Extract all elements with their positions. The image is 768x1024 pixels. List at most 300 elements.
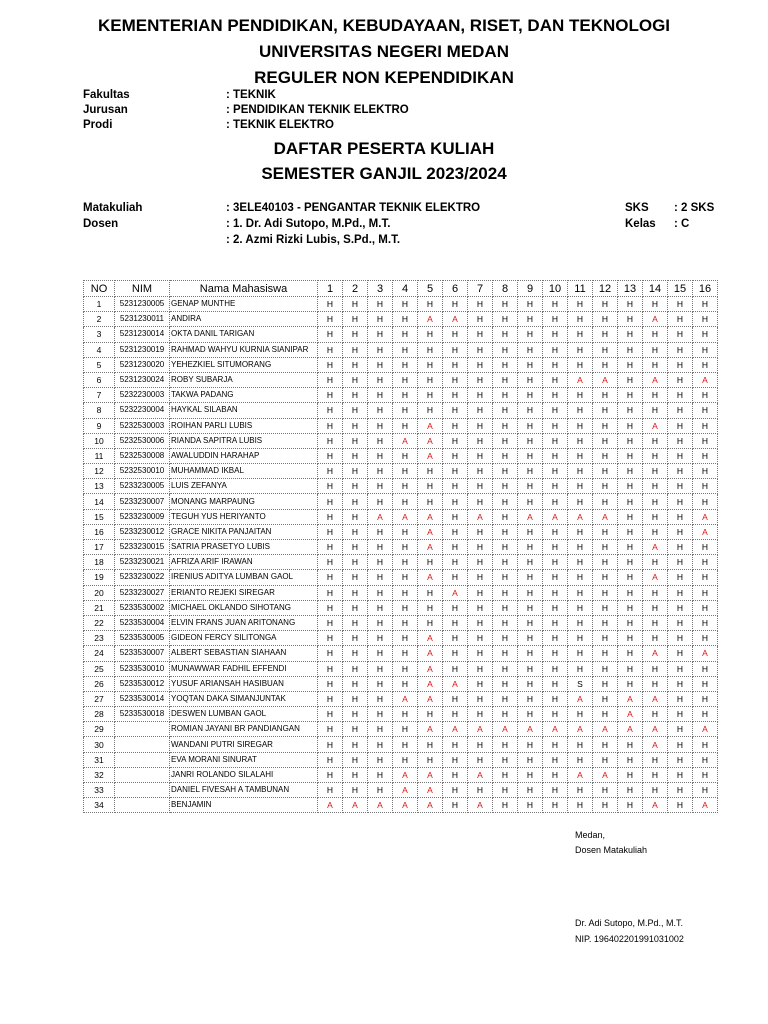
attendance-cell: H bbox=[343, 646, 368, 661]
attendance-cell: H bbox=[443, 448, 468, 463]
attendance-cell: H bbox=[418, 600, 443, 615]
attendance-cell: H bbox=[693, 388, 718, 403]
attendance-cell: H bbox=[468, 646, 493, 661]
attendance-cell: A bbox=[418, 661, 443, 676]
attendance-cell: H bbox=[318, 403, 343, 418]
attendance-cell: A bbox=[568, 372, 593, 387]
attendance-cell: H bbox=[518, 646, 543, 661]
attendance-cell: H bbox=[568, 783, 593, 798]
attendance-cell: H bbox=[643, 433, 668, 448]
attendance-cell: H bbox=[393, 631, 418, 646]
attendance-cell: H bbox=[618, 312, 643, 327]
header-meeting: 7 bbox=[468, 281, 493, 297]
row-name: TEGUH YUS HERIYANTO bbox=[170, 509, 318, 524]
attendance-cell: H bbox=[393, 737, 418, 752]
attendance-cell: H bbox=[568, 570, 593, 585]
row-no: 22 bbox=[84, 615, 115, 630]
attendance-cell: H bbox=[668, 585, 693, 600]
attendance-cell: H bbox=[568, 524, 593, 539]
attendance-cell: H bbox=[618, 403, 643, 418]
university-title: UNIVERSITAS NEGERI MEDAN bbox=[259, 42, 509, 61]
attendance-cell: H bbox=[468, 555, 493, 570]
attendance-cell: H bbox=[368, 722, 393, 737]
attendance-cell: H bbox=[318, 615, 343, 630]
attendance-cell: H bbox=[493, 448, 518, 463]
row-name: YOQTAN DAKA SIMANJUNTAK bbox=[170, 691, 318, 706]
attendance-cell: H bbox=[493, 646, 518, 661]
attendance-cell: A bbox=[443, 312, 468, 327]
header-meeting: 9 bbox=[518, 281, 543, 297]
attendance-cell: H bbox=[318, 372, 343, 387]
header-meeting: 8 bbox=[493, 281, 518, 297]
table-row bbox=[84, 646, 718, 661]
header-meeting: 5 bbox=[418, 281, 443, 297]
attendance-cell: H bbox=[693, 767, 718, 782]
attendance-cell: H bbox=[593, 357, 618, 372]
attendance-cell: H bbox=[543, 555, 568, 570]
attendance-cell: H bbox=[568, 448, 593, 463]
attendance-cell: H bbox=[393, 342, 418, 357]
attendance-cell: A bbox=[368, 798, 393, 813]
attendance-cell: H bbox=[443, 372, 468, 387]
attendance-cell: H bbox=[493, 403, 518, 418]
row-name: SATRIA PRASETYO LUBIS bbox=[170, 540, 318, 555]
attendance-cell: H bbox=[543, 752, 568, 767]
attendance-cell: H bbox=[368, 433, 393, 448]
row-name: MONANG MARPAUNG bbox=[170, 494, 318, 509]
attendance-cell: H bbox=[543, 737, 568, 752]
row-no: 24 bbox=[84, 646, 115, 661]
attendance-cell: H bbox=[668, 631, 693, 646]
attendance-cell: H bbox=[393, 707, 418, 722]
attendance-cell: H bbox=[468, 327, 493, 342]
attendance-cell: H bbox=[493, 509, 518, 524]
attendance-cell: A bbox=[593, 372, 618, 387]
attendance-cell: H bbox=[693, 479, 718, 494]
attendance-cell: H bbox=[443, 494, 468, 509]
attendance-cell: H bbox=[643, 631, 668, 646]
table-row bbox=[84, 555, 718, 570]
attendance-cell: H bbox=[493, 585, 518, 600]
attendance-cell: H bbox=[568, 631, 593, 646]
attendance-cell: H bbox=[693, 464, 718, 479]
attendance-cell: H bbox=[493, 570, 518, 585]
attendance-cell: H bbox=[468, 691, 493, 706]
attendance-cell: H bbox=[418, 327, 443, 342]
signature-name: Dr. Adi Sutopo, M.Pd., M.T. bbox=[575, 918, 684, 928]
attendance-cell: H bbox=[493, 798, 518, 813]
attendance-cell: H bbox=[593, 585, 618, 600]
attendance-cell: H bbox=[318, 327, 343, 342]
attendance-cell: A bbox=[418, 570, 443, 585]
attendance-cell: H bbox=[393, 479, 418, 494]
attendance-cell: H bbox=[543, 524, 568, 539]
attendance-cell: H bbox=[368, 524, 393, 539]
attendance-cell: H bbox=[668, 479, 693, 494]
attendance-cell: A bbox=[643, 798, 668, 813]
attendance-cell: A bbox=[643, 737, 668, 752]
row-no: 32 bbox=[84, 767, 115, 782]
attendance-cell: H bbox=[468, 585, 493, 600]
table-row bbox=[84, 691, 718, 706]
attendance-cell: H bbox=[618, 570, 643, 585]
attendance-cell: A bbox=[393, 783, 418, 798]
attendance-cell: H bbox=[568, 752, 593, 767]
table-body bbox=[84, 297, 718, 813]
attendance-cell: H bbox=[618, 631, 643, 646]
attendance-cell: H bbox=[368, 464, 393, 479]
table-row bbox=[84, 494, 718, 509]
attendance-cell: H bbox=[318, 494, 343, 509]
attendance-cell: H bbox=[443, 357, 468, 372]
attendance-cell: H bbox=[518, 327, 543, 342]
attendance-cell: H bbox=[543, 388, 568, 403]
attendance-cell: H bbox=[643, 297, 668, 312]
attendance-cell: H bbox=[368, 327, 393, 342]
attendance-cell: H bbox=[568, 540, 593, 555]
row-nim: 5233230009 bbox=[115, 509, 170, 524]
attendance-cell: H bbox=[493, 297, 518, 312]
attendance-cell: H bbox=[518, 357, 543, 372]
table-row bbox=[84, 342, 718, 357]
header-meeting: 10 bbox=[543, 281, 568, 297]
attendance-cell: H bbox=[493, 691, 518, 706]
row-name: GIDEON FERCY SILITONGA bbox=[170, 631, 318, 646]
attendance-cell: A bbox=[568, 509, 593, 524]
attendance-cell: H bbox=[493, 464, 518, 479]
attendance-cell: H bbox=[318, 312, 343, 327]
attendance-cell: H bbox=[468, 737, 493, 752]
attendance-cell: H bbox=[568, 600, 593, 615]
row-no: 6 bbox=[84, 372, 115, 387]
attendance-cell: H bbox=[343, 342, 368, 357]
attendance-cell: H bbox=[568, 661, 593, 676]
attendance-cell: H bbox=[543, 327, 568, 342]
table-row bbox=[84, 570, 718, 585]
attendance-cell: H bbox=[368, 357, 393, 372]
attendance-cell: H bbox=[318, 357, 343, 372]
attendance-cell: H bbox=[543, 342, 568, 357]
attendance-cell: H bbox=[643, 707, 668, 722]
row-nim: 5232530006 bbox=[115, 433, 170, 448]
attendance-cell: A bbox=[643, 418, 668, 433]
attendance-cell: A bbox=[643, 540, 668, 555]
attendance-cell: H bbox=[318, 600, 343, 615]
attendance-cell: H bbox=[543, 661, 568, 676]
attendance-cell: H bbox=[618, 388, 643, 403]
attendance-cell: H bbox=[493, 479, 518, 494]
row-no: 10 bbox=[84, 433, 115, 448]
row-no: 3 bbox=[84, 327, 115, 342]
attendance-cell: H bbox=[668, 722, 693, 737]
row-no: 8 bbox=[84, 403, 115, 418]
attendance-cell: A bbox=[343, 798, 368, 813]
attendance-cell: H bbox=[593, 403, 618, 418]
row-name: TAKWA PADANG bbox=[170, 388, 318, 403]
attendance-cell: H bbox=[343, 783, 368, 798]
attendance-cell: H bbox=[368, 646, 393, 661]
attendance-cell: H bbox=[468, 297, 493, 312]
attendance-cell: H bbox=[618, 676, 643, 691]
header-meeting: 13 bbox=[618, 281, 643, 297]
attendance-cell: H bbox=[518, 691, 543, 706]
attendance-cell: H bbox=[468, 433, 493, 448]
attendance-cell: H bbox=[318, 752, 343, 767]
attendance-cell: H bbox=[443, 783, 468, 798]
attendance-cell: A bbox=[418, 524, 443, 539]
attendance-cell: H bbox=[443, 342, 468, 357]
attendance-cell: H bbox=[493, 783, 518, 798]
attendance-cell: H bbox=[493, 342, 518, 357]
attendance-cell: H bbox=[443, 418, 468, 433]
attendance-cell: H bbox=[368, 767, 393, 782]
attendance-cell: H bbox=[693, 631, 718, 646]
attendance-cell: H bbox=[468, 403, 493, 418]
attendance-cell: H bbox=[518, 479, 543, 494]
attendance-cell: H bbox=[518, 707, 543, 722]
attendance-cell: A bbox=[693, 646, 718, 661]
attendance-cell: H bbox=[468, 494, 493, 509]
table-header-row bbox=[84, 281, 718, 297]
attendance-cell: H bbox=[593, 615, 618, 630]
attendance-cell: A bbox=[468, 798, 493, 813]
attendance-cell: H bbox=[418, 752, 443, 767]
attendance-cell: H bbox=[443, 479, 468, 494]
attendance-cell: A bbox=[468, 722, 493, 737]
header-meeting: 6 bbox=[443, 281, 468, 297]
attendance-cell: H bbox=[393, 494, 418, 509]
row-no: 13 bbox=[84, 479, 115, 494]
attendance-cell: H bbox=[318, 691, 343, 706]
attendance-cell: H bbox=[393, 600, 418, 615]
ministry-title: KEMENTERIAN PENDIDIKAN, KEBUDAYAAN, RISET, DAN TEKNOLOGI bbox=[97, 16, 671, 35]
attendance-cell: H bbox=[543, 615, 568, 630]
attendance-cell: H bbox=[668, 767, 693, 782]
attendance-cell: H bbox=[643, 494, 668, 509]
table-row bbox=[84, 676, 718, 691]
row-nim bbox=[115, 752, 170, 767]
attendance-cell: H bbox=[593, 342, 618, 357]
attendance-cell: H bbox=[593, 418, 618, 433]
attendance-cell: H bbox=[568, 312, 593, 327]
row-name: OKTA DANIL TARIGAN bbox=[170, 327, 318, 342]
row-nim: 5233230027 bbox=[115, 585, 170, 600]
attendance-cell: H bbox=[393, 357, 418, 372]
attendance-cell: H bbox=[618, 418, 643, 433]
row-no: 1 bbox=[84, 297, 115, 312]
program-type-title: REGULER NON KEPENDIDIKAN bbox=[254, 68, 514, 87]
attendance-cell: H bbox=[568, 433, 593, 448]
row-nim: 5231230014 bbox=[115, 327, 170, 342]
attendance-cell: H bbox=[668, 312, 693, 327]
attendance-cell: H bbox=[518, 524, 543, 539]
attendance-cell: H bbox=[443, 752, 468, 767]
attendance-cell: H bbox=[693, 448, 718, 463]
row-no: 15 bbox=[84, 509, 115, 524]
attendance-cell: H bbox=[518, 448, 543, 463]
attendance-cell: H bbox=[643, 388, 668, 403]
row-no: 4 bbox=[84, 342, 115, 357]
table-row bbox=[84, 585, 718, 600]
attendance-cell: H bbox=[343, 327, 368, 342]
attendance-cell: H bbox=[618, 555, 643, 570]
attendance-cell: H bbox=[643, 767, 668, 782]
attendance-cell: H bbox=[693, 737, 718, 752]
attendance-cell: H bbox=[693, 433, 718, 448]
attendance-cell: H bbox=[368, 494, 393, 509]
attendance-cell: H bbox=[343, 540, 368, 555]
attendance-cell: H bbox=[418, 585, 443, 600]
attendance-cell: H bbox=[618, 798, 643, 813]
attendance-cell: H bbox=[343, 403, 368, 418]
table-row bbox=[84, 798, 718, 813]
attendance-cell: H bbox=[643, 403, 668, 418]
attendance-cell: A bbox=[693, 722, 718, 737]
attendance-cell: H bbox=[668, 403, 693, 418]
attendance-cell: H bbox=[668, 798, 693, 813]
attendance-cell: A bbox=[518, 722, 543, 737]
row-no: 14 bbox=[84, 494, 115, 509]
attendance-cell: H bbox=[493, 631, 518, 646]
attendance-cell: H bbox=[593, 540, 618, 555]
attendance-cell: H bbox=[493, 327, 518, 342]
attendance-cell: A bbox=[443, 585, 468, 600]
attendance-cell: H bbox=[693, 540, 718, 555]
row-no: 27 bbox=[84, 691, 115, 706]
attendance-cell: H bbox=[343, 312, 368, 327]
attendance-cell: H bbox=[668, 388, 693, 403]
row-nim: 5233530018 bbox=[115, 707, 170, 722]
attendance-cell: A bbox=[643, 646, 668, 661]
attendance-cell: H bbox=[493, 494, 518, 509]
attendance-cell: H bbox=[643, 509, 668, 524]
attendance-cell: H bbox=[343, 418, 368, 433]
attendance-cell: H bbox=[693, 707, 718, 722]
attendance-cell: H bbox=[643, 357, 668, 372]
attendance-cell: H bbox=[493, 661, 518, 676]
attendance-cell: A bbox=[568, 767, 593, 782]
attendance-cell: H bbox=[543, 403, 568, 418]
attendance-cell: H bbox=[393, 722, 418, 737]
attendance-cell: H bbox=[668, 372, 693, 387]
attendance-cell: H bbox=[543, 676, 568, 691]
attendance-cell: H bbox=[368, 707, 393, 722]
attendance-cell: H bbox=[393, 297, 418, 312]
attendance-cell: H bbox=[693, 312, 718, 327]
attendance-cell: H bbox=[568, 403, 593, 418]
attendance-cell: H bbox=[443, 631, 468, 646]
row-nim bbox=[115, 767, 170, 782]
attendance-cell: H bbox=[618, 433, 643, 448]
attendance-cell: H bbox=[668, 752, 693, 767]
attendance-cell: H bbox=[668, 357, 693, 372]
row-nim: 5231230019 bbox=[115, 342, 170, 357]
header-meeting: 11 bbox=[568, 281, 593, 297]
attendance-cell: H bbox=[393, 752, 418, 767]
row-nim: 5231230005 bbox=[115, 297, 170, 312]
attendance-cell: H bbox=[543, 464, 568, 479]
attendance-cell: H bbox=[343, 388, 368, 403]
attendance-cell: A bbox=[643, 312, 668, 327]
attendance-cell: H bbox=[568, 585, 593, 600]
attendance-cell: H bbox=[593, 737, 618, 752]
row-nim: 5233230005 bbox=[115, 479, 170, 494]
row-name: IRENIUS ADITYA LUMBAN GAOL bbox=[170, 570, 318, 585]
dosen-value-1: : 1. Dr. Adi Sutopo, M.Pd., M.T. bbox=[226, 218, 391, 230]
attendance-cell: H bbox=[668, 783, 693, 798]
attendance-cell: H bbox=[643, 448, 668, 463]
attendance-cell: H bbox=[368, 600, 393, 615]
attendance-cell: H bbox=[568, 555, 593, 570]
attendance-cell: H bbox=[318, 631, 343, 646]
attendance-cell: H bbox=[668, 555, 693, 570]
row-no: 11 bbox=[84, 448, 115, 463]
semester-title: SEMESTER GANJIL 2023/2024 bbox=[261, 164, 507, 183]
attendance-cell: H bbox=[518, 585, 543, 600]
attendance-cell: H bbox=[393, 464, 418, 479]
signature-role: Dosen Matakuliah bbox=[575, 845, 648, 855]
sks-value: : 2 SKS bbox=[674, 202, 715, 214]
attendance-cell: H bbox=[318, 676, 343, 691]
attendance-cell: H bbox=[468, 388, 493, 403]
attendance-cell: H bbox=[668, 494, 693, 509]
attendance-cell: H bbox=[468, 631, 493, 646]
attendance-cell: H bbox=[543, 418, 568, 433]
attendance-cell: H bbox=[318, 783, 343, 798]
matakuliah-value: : 3ELE40103 - PENGANTAR TEKNIK ELEKTRO bbox=[226, 202, 481, 214]
attendance-cell: H bbox=[468, 783, 493, 798]
row-no: 26 bbox=[84, 676, 115, 691]
row-nim: 5231230024 bbox=[115, 372, 170, 387]
attendance-cell: H bbox=[518, 403, 543, 418]
attendance-cell: H bbox=[693, 418, 718, 433]
attendance-cell: H bbox=[693, 783, 718, 798]
attendance-cell: H bbox=[393, 403, 418, 418]
attendance-cell: H bbox=[318, 418, 343, 433]
attendance-cell: H bbox=[518, 433, 543, 448]
attendance-cell: H bbox=[668, 464, 693, 479]
attendance-cell: H bbox=[318, 448, 343, 463]
row-no: 2 bbox=[84, 312, 115, 327]
attendance-cell: H bbox=[468, 312, 493, 327]
attendance-cell: H bbox=[493, 433, 518, 448]
attendance-cell: H bbox=[393, 585, 418, 600]
attendance-cell: H bbox=[543, 433, 568, 448]
attendance-cell: H bbox=[493, 372, 518, 387]
row-name: EVA MORANI SINURAT bbox=[170, 752, 318, 767]
table-row bbox=[84, 297, 718, 312]
row-name: AWALUDDIN HARAHAP bbox=[170, 448, 318, 463]
attendance-cell: H bbox=[518, 464, 543, 479]
attendance-cell: H bbox=[393, 570, 418, 585]
attendance-cell: H bbox=[518, 342, 543, 357]
row-name: MUHAMMAD IKBAL bbox=[170, 464, 318, 479]
attendance-cell: H bbox=[418, 297, 443, 312]
attendance-cell: H bbox=[643, 585, 668, 600]
attendance-cell: A bbox=[418, 509, 443, 524]
attendance-cell: H bbox=[393, 676, 418, 691]
attendance-cell: H bbox=[568, 479, 593, 494]
row-name: DANIEL FIVESAH A TAMBUNAN bbox=[170, 783, 318, 798]
attendance-cell: A bbox=[568, 691, 593, 706]
table-row bbox=[84, 448, 718, 463]
attendance-cell: H bbox=[518, 798, 543, 813]
attendance-cell: H bbox=[593, 297, 618, 312]
header-meeting: 14 bbox=[643, 281, 668, 297]
attendance-cell: H bbox=[668, 570, 693, 585]
attendance-cell: H bbox=[693, 555, 718, 570]
attendance-cell: H bbox=[443, 524, 468, 539]
